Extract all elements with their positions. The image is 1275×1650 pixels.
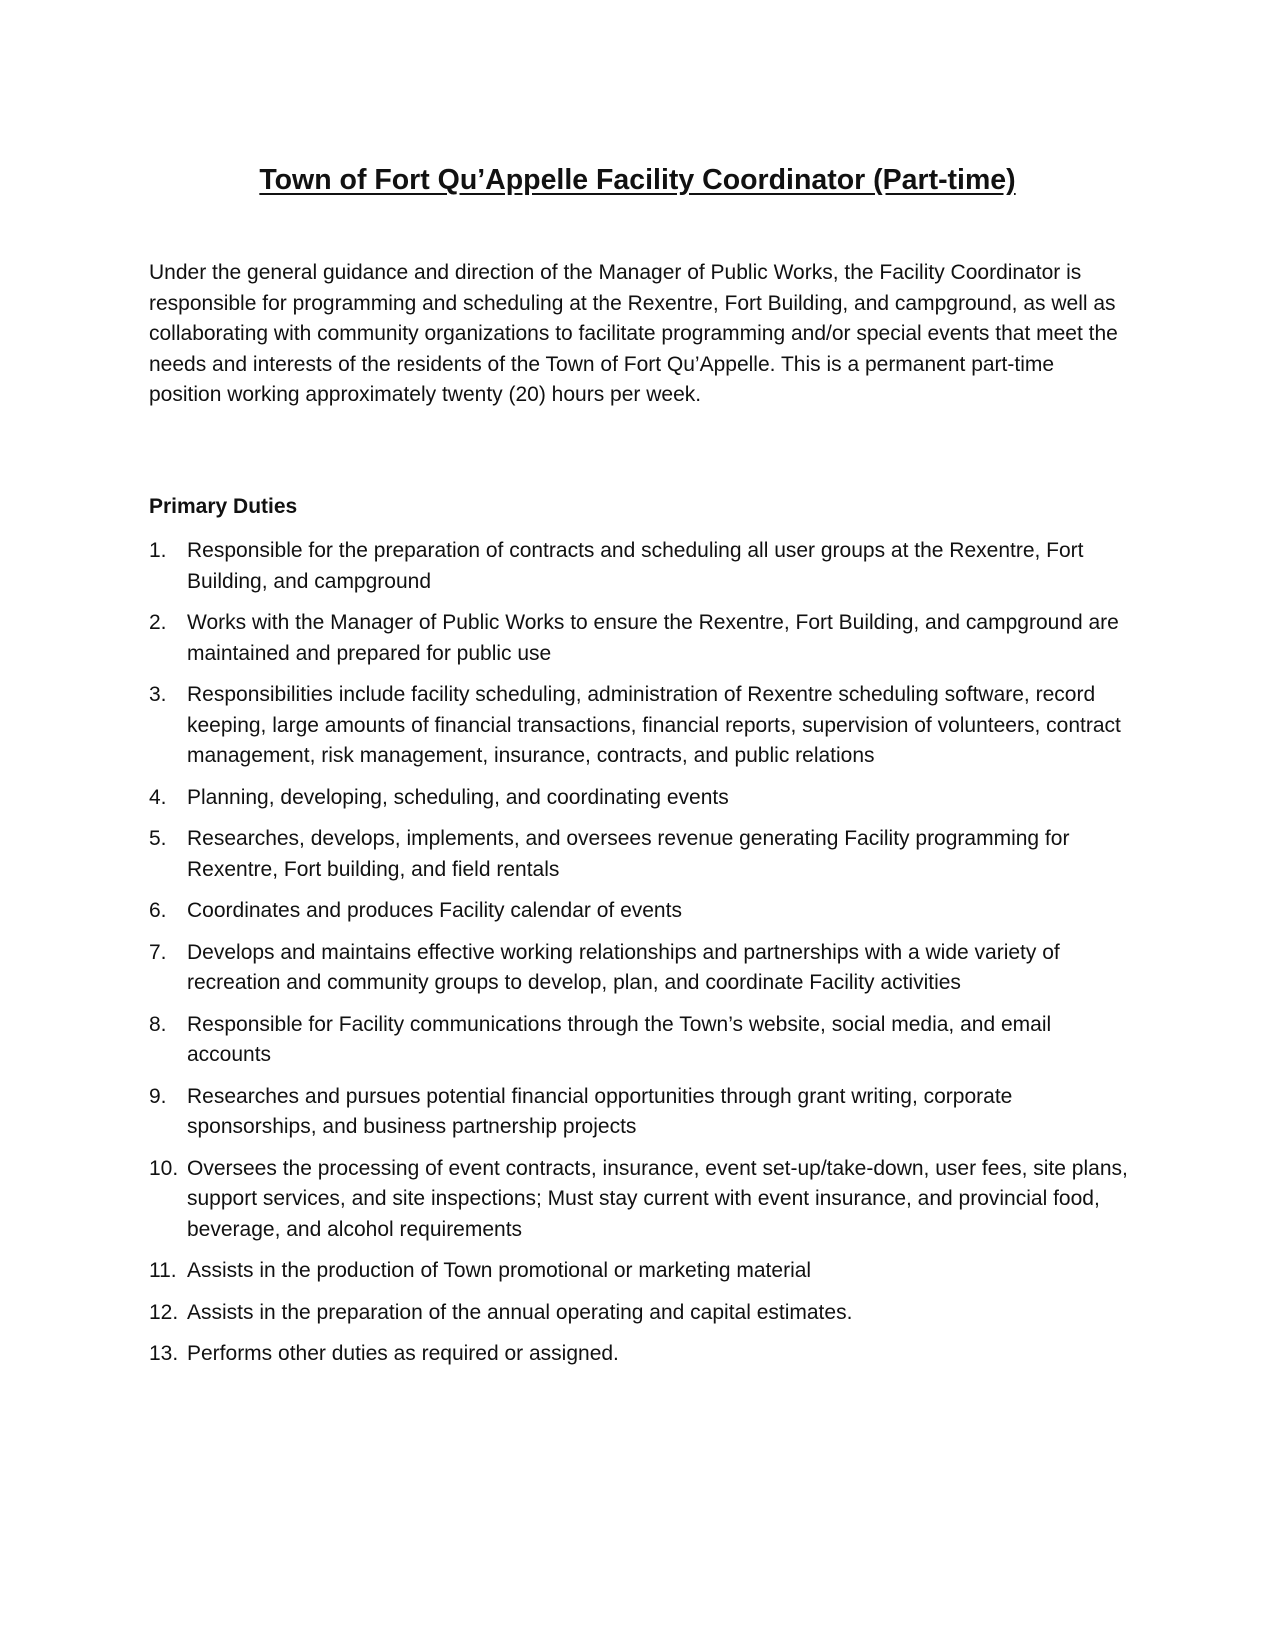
duty-number: 9. — [149, 1084, 167, 1108]
duty-text: Researches, develops, implements, and oversees revenue generating Facility programming for Rexentre, Fort building, and field rentals — [187, 827, 1070, 881]
duty-number: 3. — [149, 683, 167, 706]
duty-number: 6. — [149, 899, 167, 922]
duty-item-1 — [149, 536, 1139, 597]
duty-item-10 — [149, 1154, 1139, 1246]
document-title: Town of Fort Qu’Appelle Facility Coordinator (Part-time) — [259, 164, 1016, 196]
duty-text: Assists in the production of Town promotional or marketing material — [187, 1259, 812, 1282]
duty-text: Responsible for Facility communications through the Town’s website, social media, and email accounts — [187, 1012, 1052, 1066]
duty-item-9 — [149, 1082, 1139, 1143]
duty-item-6 — [149, 896, 1139, 927]
duty-item-2 — [149, 608, 1139, 669]
duty-item-3 — [149, 680, 1139, 772]
duty-number: 11. — [149, 1259, 177, 1282]
duty-item-13 — [149, 1339, 1139, 1370]
duty-item-7 — [149, 938, 1139, 999]
duty-number: 10. — [149, 1156, 179, 1180]
duty-number: 7. — [149, 940, 167, 964]
duty-text: Researches and pursues potential financial opportunities through grant writing, corporate sponsorships, and business partnership projects — [187, 1084, 1013, 1138]
section-heading-primary-duties: Primary Duties — [149, 495, 298, 518]
duty-number: 8. — [149, 1012, 167, 1036]
duty-number: 5. — [149, 827, 167, 850]
duty-text: Coordinates and produces Facility calendar of events — [187, 899, 682, 922]
duty-text: Responsible for the preparation of contracts and scheduling all user groups at the Rexentre, Fort Building, and campground — [187, 539, 1084, 593]
duty-number: 1. — [149, 539, 167, 562]
duty-number: 2. — [149, 611, 167, 634]
duty-number: 4. — [149, 785, 167, 809]
duty-text: Assists in the preparation of the annual operating and capital estimates. — [187, 1300, 853, 1324]
duty-item-5 — [149, 824, 1139, 885]
duty-number: 13. — [149, 1342, 179, 1365]
duty-text: Oversees the processing of event contracts, insurance, event set-up/take-down, user fees, site plans, support services, and site inspections; Must stay current with event insurance, and provincial food, beverage, and alcohol requirements — [187, 1156, 1128, 1241]
intro-paragraph: Under the general guidance and direction of the Manager of Public Works, the Facility Coordinator is responsible for programming and scheduling at the Rexentre, Fort Building, and campground, as well as collaborating with community organizations to facilitate programming and/or special events that meet the needs and interests of the residents of the Town of Fort Qu’Appelle. This is a permanent part-time position working approximately twenty (20) hours per week. — [149, 261, 1118, 406]
duty-item-12 — [149, 1298, 1139, 1329]
duties-list — [149, 536, 1139, 1381]
duty-item-8 — [149, 1010, 1139, 1071]
duty-text: Planning, developing, scheduling, and coordinating events — [187, 785, 729, 809]
duty-number: 12. — [149, 1300, 179, 1324]
duty-item-4 — [149, 783, 1139, 814]
duty-text: Works with the Manager of Public Works to ensure the Rexentre, Fort Building, and campground are maintained and prepared for public use — [187, 611, 1119, 665]
duty-item-11 — [149, 1256, 1139, 1287]
duty-text: Performs other duties as required or assigned. — [187, 1342, 619, 1365]
duty-text: Responsibilities include facility scheduling, administration of Rexentre scheduling software, record keeping, large amounts of financial transactions, financial reports, supervision of volunteers, contract management, risk management, insurance, contracts, and public relations — [187, 683, 1121, 767]
duty-text: Develops and maintains effective working relationships and partnerships with a wide variety of recreation and community groups to develop, plan, and coordinate Facility activities — [187, 940, 1060, 994]
